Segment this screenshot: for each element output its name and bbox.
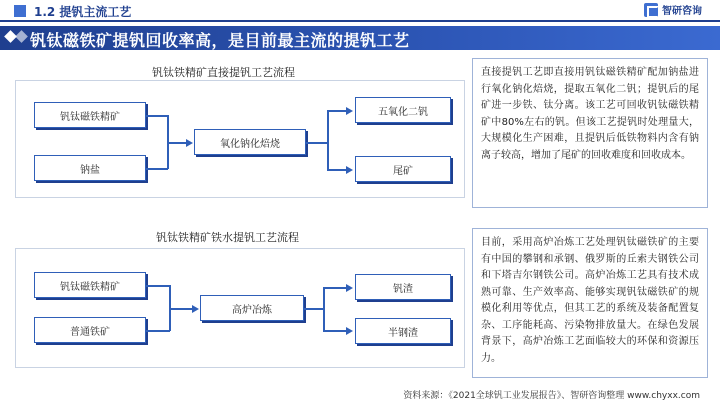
connector [146, 168, 168, 170]
section-marker [14, 5, 26, 17]
diagram1-title: 钒钛铁精矿直接提钒工艺流程 [152, 66, 295, 79]
arrow-icon [192, 305, 199, 313]
diagram2-title: 钒钛铁精矿铁水提钒工艺流程 [156, 231, 299, 244]
connector [323, 330, 347, 332]
connector [169, 308, 193, 310]
description-blast-furnace: 目前，采用高炉冶炼工艺处理钒钛磁铁矿的主要有中国的攀钢和承钢、俄罗斯的丘索夫钢铁公司和下塔吉尔钢铁公司。高炉冶炼工艺具有技术成熟可靠、生产效率高、能够实现钒钛磁铁矿的规模化利用等优点，但其工艺的系统及装备配置复杂、工序能耗高、污染物排放量大。在绿色发展背景下，高炉冶炼工艺面临较大的环保和资源压力。 [472, 228, 708, 378]
connector [323, 287, 347, 289]
connector [146, 285, 170, 287]
arrow-icon [346, 166, 353, 174]
connector [327, 110, 347, 112]
page-title: 钒钛磁铁矿提钒回收率高，是目前最主流的提钒工艺 [30, 31, 410, 50]
diagram1-output-bottom: 尾矿 [355, 156, 451, 182]
connector [306, 142, 328, 144]
diagram2-process: 高炉冶炼 [200, 295, 304, 321]
section-label: 1.2 提钒主流工艺 [34, 5, 132, 19]
diagram1-output-top: 五氧化二钒 [355, 97, 451, 123]
header-divider [0, 20, 720, 22]
diagram1-input-top: 钒钛磁铁精矿 [34, 102, 146, 128]
diagram2-output-top: 钒渣 [355, 274, 451, 300]
diagram1-process: 氧化钠化焙烧 [194, 129, 306, 155]
brand-logo-icon [644, 3, 658, 17]
brand-name: 智研咨询 [662, 6, 702, 17]
connector [146, 330, 170, 332]
diagram2-input-top: 钒钛磁铁精矿 [34, 272, 146, 298]
arrow-icon [346, 327, 353, 335]
diamond-icon [6, 32, 26, 41]
arrow-icon [346, 107, 353, 115]
section-header [0, 0, 720, 22]
connector [304, 308, 324, 310]
connector [327, 169, 347, 171]
arrow-icon [186, 139, 193, 147]
arrow-icon [346, 284, 353, 292]
brand [644, 2, 702, 17]
connector [327, 110, 329, 170]
connector [167, 142, 187, 144]
diagram2-output-bottom: 半钢渣 [355, 318, 451, 344]
title-banner [0, 26, 720, 50]
description-direct-process: 直接提钒工艺即直接用钒钛磁铁精矿配加钠盐进行氧化钠化焙烧，提取五氧化二钒；提钒后的尾矿进一步铁、钛分离。该工艺可回收钒钛磁铁精矿中80%左右的钒。但该工艺提钒时处理量大，大规模化生产困难，且提钒后低铁物料内含有钠离子较高，增加了尾矿的回收难度和回收成本。 [472, 58, 708, 208]
connector [323, 287, 325, 331]
source-footnote: 资料来源：《2021全球钒工业发展报告》、智研咨询整理 www.chyxx.com [403, 391, 700, 401]
diagram1-input-bottom: 钠盐 [34, 155, 146, 181]
connector [146, 115, 168, 117]
diagram2-input-bottom: 普通铁矿 [34, 317, 146, 343]
